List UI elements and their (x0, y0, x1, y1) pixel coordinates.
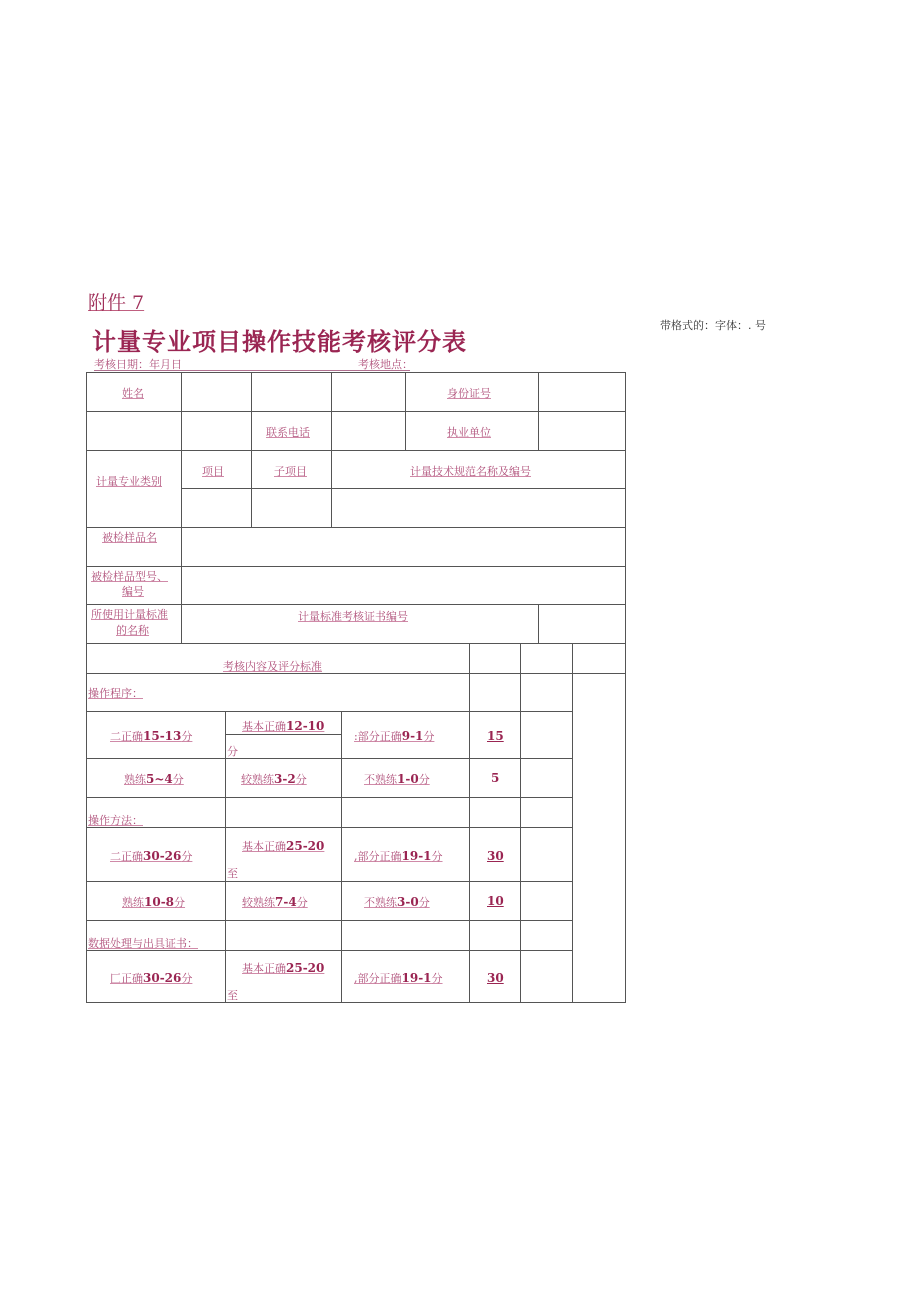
sub-item-label: 子项目 (274, 465, 307, 478)
category-label: 计量专业类别 (96, 475, 162, 488)
sample-model-label-1: 被检样品型号、 (91, 570, 168, 583)
procedure-partial: :部分正确9-1分 (354, 729, 435, 743)
phone-label: 联系电话 (266, 426, 310, 439)
procedure-max-score: 15 (487, 729, 504, 743)
procedure-correct: 二正确15-13分 (110, 729, 193, 743)
procedure-unskilled: 不熟练1-0分 (364, 772, 430, 786)
sample-name-label: 被检样品名 (102, 531, 157, 544)
method-partial: ,部分正确19-1分 (354, 849, 443, 863)
method-max-score: 30 (487, 849, 504, 863)
meta-underline (94, 370, 410, 371)
data-correct: 匚正确30-26分 (110, 971, 193, 985)
format-note: 带格式的：字体：. 号 (660, 319, 766, 332)
standard-label-1: 所使用计量标准 (91, 608, 168, 621)
score-table (86, 372, 626, 1003)
procedure-skill-max: 5 (491, 771, 500, 785)
method-correct: 二正确30-26分 (110, 849, 193, 863)
id-number-label: 身份证号 (447, 387, 491, 400)
method-basic-tail: 至 (227, 867, 238, 880)
procedure-basic: 基本正确12-10 (242, 719, 325, 733)
data-partial: ,部分正确19-1分 (354, 971, 443, 985)
page-title: 计量专业项目操作技能考核评分表 (92, 328, 467, 356)
work-unit-label: 执业单位 (447, 426, 491, 439)
method-label: 操作方法： (88, 814, 143, 827)
exam-date-label: 考核日期：年月日 (94, 358, 182, 371)
sample-model-label-2: 编号 (122, 585, 144, 598)
name-label: 姓名 (122, 387, 144, 400)
procedure-basic-tail: 分 (227, 745, 238, 758)
method-basic: 基本正确25-20 (242, 839, 325, 853)
data-basic-tail: 至 (227, 989, 238, 1002)
content-header: 考核内容及评分标准 (223, 660, 322, 673)
method-skilled: 熟练10-8分 (122, 895, 186, 909)
data-processing-label: 数据处理与出具证书： (88, 937, 198, 950)
attachment-label: 附件 7 (88, 292, 145, 314)
item-label: 项目 (202, 465, 224, 478)
procedure-skilled: 熟练5~4分 (124, 772, 184, 786)
procedure-fair: 较熟练3-2分 (241, 772, 307, 786)
method-skill-max: 10 (487, 894, 504, 908)
method-unskilled: 不熟练3-0分 (364, 895, 430, 909)
data-basic: 基本正确25-20 (242, 961, 325, 975)
spec-label: 计量技术规范名称及编号 (410, 465, 531, 478)
procedure-label: 操作程序： (88, 687, 143, 700)
standard-label-2: 的名称 (116, 624, 149, 637)
method-fair: 较熟练7-4分 (242, 895, 308, 909)
exam-place-label: 考核地点： (358, 358, 413, 371)
data-max-score: 30 (487, 971, 504, 985)
cert-number-label: 计量标准考核证书编号 (298, 610, 408, 623)
